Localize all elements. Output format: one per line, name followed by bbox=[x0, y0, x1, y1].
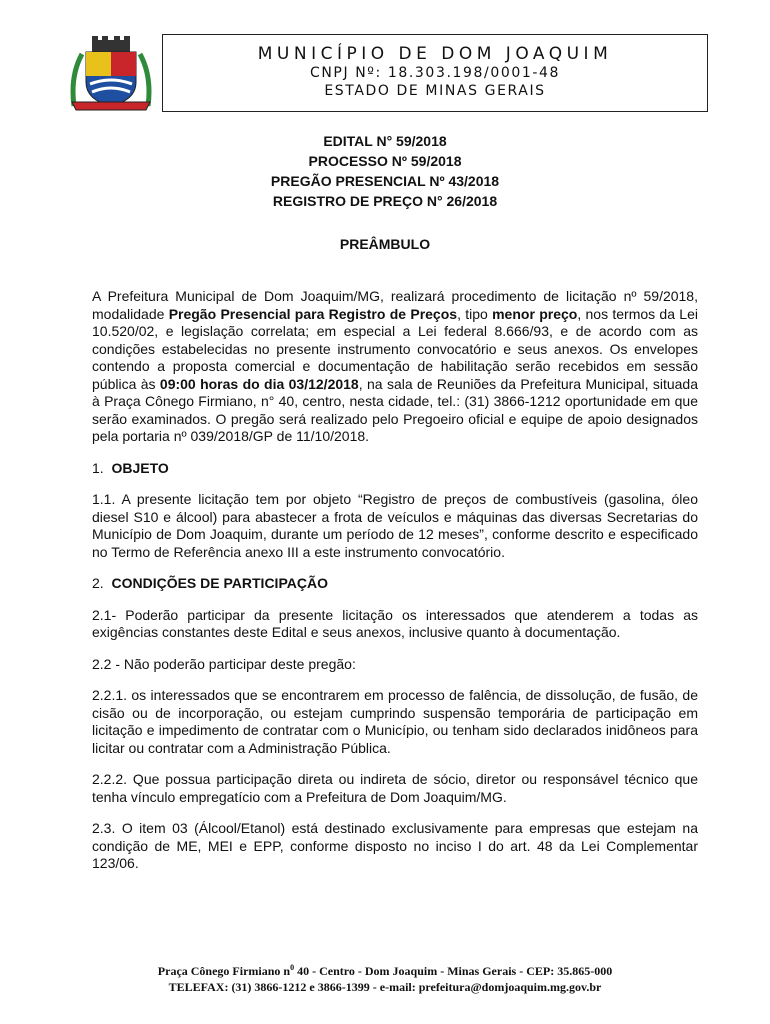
section-2-heading: 2. CONDIÇÕES DE PARTICIPAÇÃO bbox=[92, 575, 328, 591]
cnpj-line: CNPJ Nº: 18.303.198/0001-48 bbox=[309, 65, 561, 81]
section-2-2-1-paragraph: 2.2.1. os interessados que se encontrarem em processo de falência, de dissolução, de fusão, de cisão ou de incorporação, ou estejam cumprindo suspensão temporária de participação em licitação e impedimento de contratar com o Município, ou tenham sido declarados inidôneos para licitar ou contratar com a Administração Pública. bbox=[92, 687, 698, 756]
municipal-crest-logo bbox=[68, 36, 154, 112]
section-2-1-paragraph: 2.1- Poderão participar da presente licitação os interessados que atenderem a todas as exigências constantes deste Edital e seus anexos, inclusive quanto à documentação. bbox=[92, 606, 698, 640]
preamble-heading: PREÂMBULO bbox=[339, 236, 431, 252]
page-footer bbox=[0, 960, 770, 995]
document-titles bbox=[0, 131, 770, 211]
section-2-3-paragraph: 2.3. O item 03 (Álcool/Etanol) está destinado exclusivamente para empresas que estejam na condição de ME, MEI e EPP, conforme disposto no inciso I do art. 48 da Lei Complementar 123/06. bbox=[92, 820, 698, 871]
edital-number: EDITAL N° 59/2018 bbox=[323, 133, 447, 149]
footer-address: Praça Cônego Firmiano $n^0$ 40 - Centro - Dom Joaquim - Minas Gerais - CEP: 35.865-000 bbox=[157, 963, 613, 978]
document-body bbox=[92, 288, 698, 873]
registro-number: REGISTRO DE PREÇO N° 26/2018 bbox=[272, 193, 498, 209]
footer-contact: TELEFAX: (31) 3866-1212 e 3866-1399 - e-mail: prefeitura@domjoaquim.mg.gov.br bbox=[168, 980, 602, 994]
header-box bbox=[162, 34, 708, 112]
section-2-2-2-paragraph: 2.2.2. Que possua participação direta ou indireta de sócio, diretor ou responsável técnico que tenha vínculo empregatício com a Prefeitura de Dom Joaquim/MG. bbox=[92, 771, 698, 805]
municipality-title: MUNICÍPIO DE DOM JOAQUIM bbox=[257, 44, 613, 64]
section-1-heading: 1. OBJETO bbox=[92, 459, 169, 476]
pregao-number: PREGÃO PRESENCIAL Nº 43/2018 bbox=[270, 173, 500, 189]
section-2-2-paragraph: 2.2 - Não poderão participar deste pregão: bbox=[92, 655, 356, 672]
state-line: ESTADO DE MINAS GERAIS bbox=[324, 83, 546, 99]
processo-number: PROCESSO Nº 59/2018 bbox=[308, 153, 462, 169]
section-1-1-paragraph: 1.1. A presente licitação tem por objeto “Registro de preços de combustíveis (gasolina, óleo diesel S10 e álcool) para abastecer a frota de veículos e máquinas das diversas Secretarias do Município de Dom Joaquim, durante um período de 12 meses”, conforme descrito e especificado no Termo de Referência anexo III a este instrumento convocatório. bbox=[92, 491, 698, 560]
preamble-paragraph: A Prefeitura Municipal de Dom Joaquim/MG, realizará procedimento de licitação nº 59/2018, modalidade Pregão Presencial para Registro de Preços, tipo menor preço, nos termos da Lei 10.520/02, e legislação correlata; em especial a Lei federal 8.666/93, e de acordo com as condições estabelecidas no presente instrumento convocatório e seus anexos. Os envelopes contendo a proposta comercial e documentação de habilitação serão recebidos em sessão pública às 09:00 horas do dia 03/12/2018, na sala de Reuniões da Prefeitura Municipal, situada à Praça Cônego Firmiano, n° 40, centro, nesta cidade, tel.: (31) 3866-1212 oportunidade em que serão examinados. O pregão será realizado pelo Pregoeiro oficial e equipe de apoio designados pela portaria nº 039/2018/GP de 11/10/2018. bbox=[92, 288, 699, 444]
